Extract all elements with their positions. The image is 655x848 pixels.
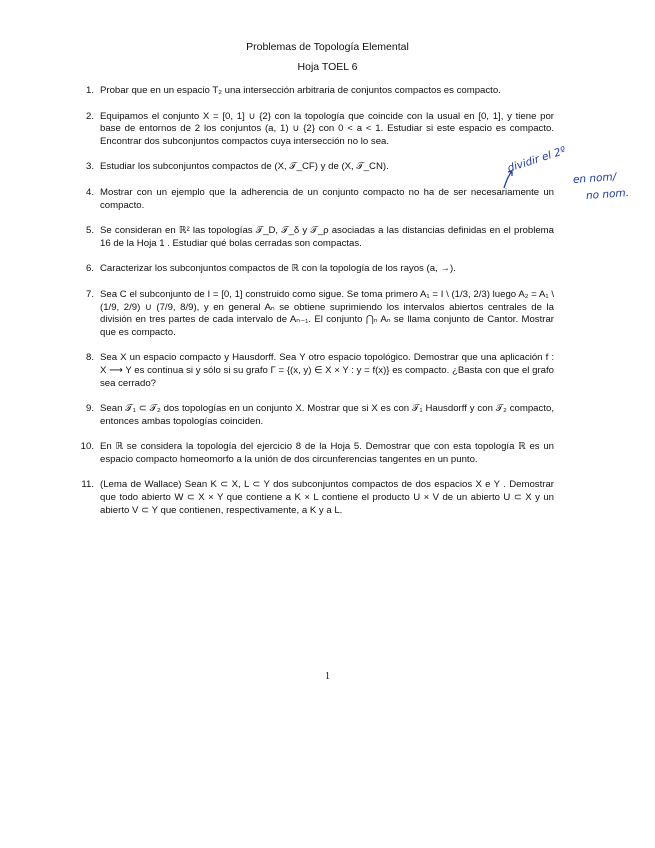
handwritten-note: en nom/ [572, 170, 617, 186]
problem-number: 2. [85, 110, 94, 122]
problem-list [74, 85, 554, 517]
problem-number: 4. [85, 186, 94, 198]
problem-number: 10. [80, 441, 94, 453]
problem-text: En ℝ se considera la topología del ejercicio 8 de la Hoja 5. Demostrar que con esta topología ℝ es un espacio compacto homeomorfo a la unión de dos circunferencias tangentes en un punto. [100, 441, 554, 465]
problem-item [74, 187, 554, 212]
problem-item [74, 225, 554, 250]
problem-number: 11. [81, 479, 94, 491]
problem-text: Caracterizar los subconjuntos compactos de ℝ con la topología de los rayos (a, →). [100, 263, 456, 275]
problem-number: 1. [85, 85, 94, 96]
problem-number: 6. [85, 263, 94, 275]
problem-text: Probar que en un espacio T₂ una intersección arbitraria de conjuntos compactos es compacto. [100, 85, 501, 96]
problem-item [74, 441, 554, 466]
problem-text: (Lema de Wallace) Sean K ⊂ X, L ⊂ Y dos subconjuntos compactos de dos espacios X e Y . Demostrar que todo abierto W ⊂ X × Y que contiene a K × L contiene el producto U × V de un abierto U ⊂ X y un abierto V ⊂ Y que contienen, respectivamente, a K y a L. [100, 479, 554, 516]
sheet-subtitle: Hoja TOEL 6 [297, 61, 358, 73]
problem-number: 8. [85, 352, 94, 364]
handwritten-note: dividir el 2º [506, 144, 568, 175]
problem-item [74, 352, 554, 390]
problem-item [74, 85, 554, 98]
page-title: Problemas de Topología Elemental [246, 41, 409, 53]
problem-text: Estudiar los subconjuntos compactos de (X, 𝒯_CF) y de (X, 𝒯_CN). [100, 161, 389, 173]
handwritten-note: no nom. [585, 187, 630, 202]
problem-number: 3. [85, 161, 94, 173]
problem-item [74, 289, 554, 339]
problem-item [74, 403, 554, 428]
problem-text: Mostrar con un ejemplo que la adherencia de un conjunto compacto no ha de ser necesariamente un compacto. [100, 186, 554, 211]
problem-text: Sea X un espacio compacto y Hausdorff. Sea Y otro espacio topológico. Demostrar que una aplicación f : X ⟶ Y es continua si y sólo si su grafo Γ = {(x, y) ∈ X × Y : y = f(x)} es compacto. ¿Basta con que el grafo sea cerrado? [100, 352, 554, 389]
problem-item [74, 111, 554, 149]
problem-number: 9. [85, 403, 94, 415]
problem-item [74, 263, 554, 276]
problem-text: Se consideran en ℝ² las topologías 𝒯_D, 𝒯_δ y 𝒯_ρ asociadas a las distancias definidas en el problema 16 de la Hoja 1 . Estudiar qué bolas cerradas son compactas. [100, 225, 554, 249]
problem-text: Sea C el subconjunto de I = [0, 1] construido como sigue. Se toma primero A₁ = I \ (1/3, 2/3) luego A₂ = A₁ \ (1/9, 2/9) ∪ (7/9, 8/9), y en general Aₙ se obtiene suprimiendo los intervalos abiertos centrales de la división en tres partes de cada intervalo de Aₙ₋₁. El conjunto ⋂ₙ Aₙ se llama conjunto de Cantor. Mostrar que es compacto. [100, 288, 554, 338]
problem-item [74, 161, 554, 174]
problem-number: 7. [85, 288, 94, 300]
problem-number: 5. [85, 225, 94, 237]
problem-item [74, 479, 554, 517]
problem-text: Equipamos el conjunto X = [0, 1] ∪ {2} con la topología que coincide con la usual en [0, 1], y tiene por base de entornos de 2 los conjuntos (a, 1) ∪ {2} con 0 < a < 1. Estudiar si este espacio es compacto. Encontrar dos subconjuntos compactos cuya intersección no lo sea. [100, 110, 554, 147]
problem-text: Sean 𝒯₁ ⊂ 𝒯₂ dos topologías en un conjunto X. Mostrar que si X es con 𝒯₁ Hausdorff y con 𝒯₂ compacto, entonces ambas topologías coinciden. [100, 403, 554, 427]
page-number: 1 [325, 671, 330, 682]
